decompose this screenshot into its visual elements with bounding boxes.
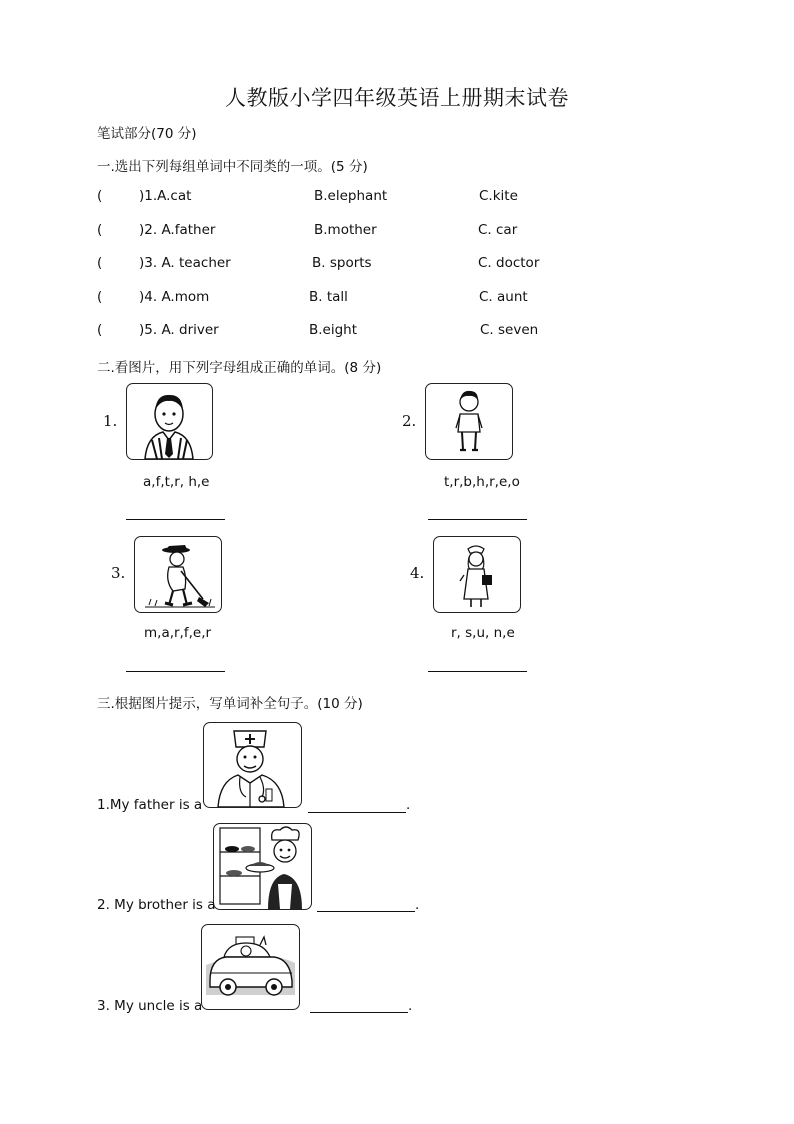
option-c: C. car xyxy=(478,222,518,238)
option-b: B.elephant xyxy=(314,188,388,204)
option-a: )4. A.mom xyxy=(139,289,210,305)
letters-hint: m,a,r,f,e,r xyxy=(144,625,212,641)
option-a: )1.A.cat xyxy=(139,188,192,204)
sentence-text: 3. My uncle is a xyxy=(97,998,203,1014)
answer-line[interactable] xyxy=(126,671,225,672)
letters-hint: a,f,t,r, h,e xyxy=(143,474,210,490)
item-number: 4. xyxy=(410,564,425,582)
farmer-figure-icon xyxy=(135,537,221,612)
option-c: C. aunt xyxy=(479,289,528,305)
boy-figure-icon xyxy=(426,384,512,459)
sentence-text: 2. My brother is a xyxy=(97,897,216,913)
answer-line[interactable] xyxy=(428,671,527,672)
item-number: 3. xyxy=(111,564,126,582)
cook-picture xyxy=(213,823,312,910)
item-number: 1. xyxy=(103,412,118,430)
item-number: 2. xyxy=(402,412,417,430)
answer-bracket[interactable]: ( xyxy=(97,188,103,204)
section3-heading: 三.根据图片提示，写单词补全句子。(10 分) xyxy=(97,696,363,712)
answer-bracket[interactable]: ( xyxy=(97,222,103,238)
doctor-figure-icon xyxy=(204,723,301,807)
man-portrait-icon xyxy=(127,384,212,459)
sentence-period: . xyxy=(415,897,420,913)
answer-line[interactable] xyxy=(126,519,225,520)
option-b: B.eight xyxy=(309,322,358,338)
answer-bracket[interactable]: ( xyxy=(97,322,103,338)
section1-heading: 一.选出下列每组单词中不同类的一项。(5 分) xyxy=(97,159,368,175)
answer-line[interactable] xyxy=(317,911,415,912)
answer-line[interactable] xyxy=(428,519,527,520)
sentence-period: . xyxy=(408,998,413,1014)
option-a: )3. A. teacher xyxy=(139,255,231,271)
farmer-picture xyxy=(134,536,222,613)
answer-line[interactable] xyxy=(310,1012,408,1013)
option-b: B. tall xyxy=(309,289,348,305)
brother-picture xyxy=(425,383,513,460)
option-a: )2. A.father xyxy=(139,222,216,238)
written-part-label: 笔试部分(70 分) xyxy=(97,126,197,142)
father-picture xyxy=(126,383,213,460)
page-title: 人教版小学四年级英语上册期末试卷 xyxy=(225,86,569,110)
cook-figure-icon xyxy=(214,824,311,909)
option-a: )5. A. driver xyxy=(139,322,219,338)
letters-hint: r, s,u, n,e xyxy=(451,625,515,641)
sentence-period: . xyxy=(406,797,411,813)
answer-bracket[interactable]: ( xyxy=(97,255,103,271)
nurse-picture xyxy=(433,536,521,613)
option-b: B. sports xyxy=(312,255,372,271)
option-c: C. seven xyxy=(480,322,539,338)
letters-hint: t,r,b,h,r,e,o xyxy=(444,474,520,490)
driver-picture xyxy=(201,924,300,1010)
option-c: C. doctor xyxy=(478,255,540,271)
sentence-text: 1.My father is a xyxy=(97,797,203,813)
taxi-car-icon xyxy=(202,925,299,1009)
answer-bracket[interactable]: ( xyxy=(97,289,103,305)
answer-line[interactable] xyxy=(308,812,406,813)
nurse-figure-icon xyxy=(434,537,520,612)
option-c: C.kite xyxy=(479,188,518,204)
section2-heading: 二.看图片，用下列字母组成正确的单词。(8 分) xyxy=(97,360,382,376)
doctor-picture xyxy=(203,722,302,808)
option-b: B.mother xyxy=(314,222,377,238)
